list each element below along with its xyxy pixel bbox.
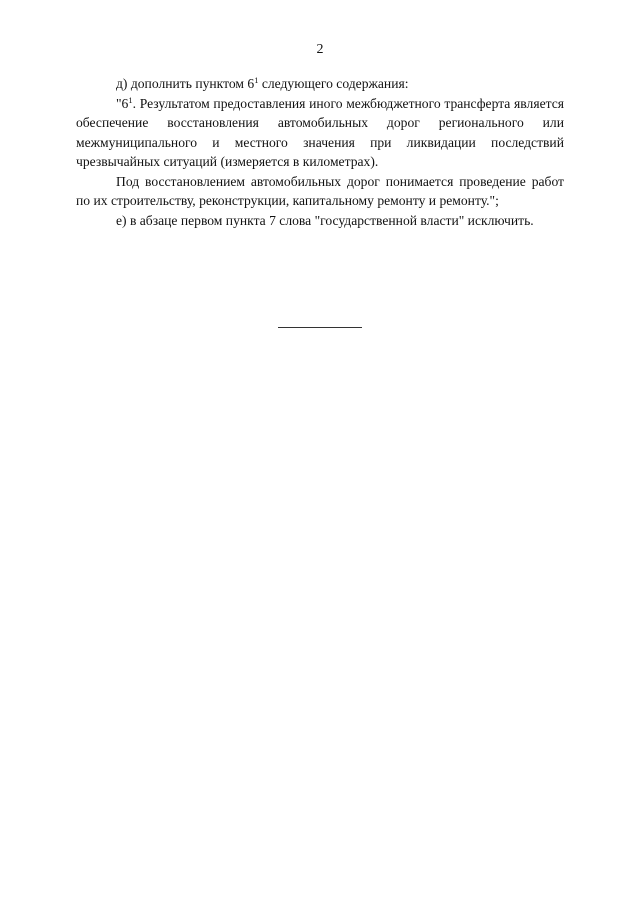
paragraph-text: следующего содержания: [258,76,409,91]
paragraph-amendment-e: е) в абзаце первом пункта 7 слова "государственной власти" исключить. [116,212,534,228]
superscript: 1 [254,75,259,85]
paragraph-amendment-d [76,74,564,94]
paragraph-text: д) дополнить пунктом 6 [116,76,255,91]
superscript: 1 [128,94,133,105]
end-of-document-rule [278,327,362,328]
paragraph-text: . Результатом предоставления иного межбюджетного трансферта является обеспечение восстановления автомобильных дорог регионального или межмуниципального и местного значения при ликвидации последствий чрезвычайных ситуаций (измеряется в километрах). [76,95,564,169]
document-body [76,74,564,230]
page-number: 2 [316,42,324,57]
paragraph-clause-6-1 [76,94,564,172]
paragraph-text: "6 [116,95,129,111]
paragraph-restoration-definition: Под восстановлением автомобильных дорог понимается проведение работ по их строительству, реконструкции, капитальному ремонту и ремонту."; [76,173,564,208]
